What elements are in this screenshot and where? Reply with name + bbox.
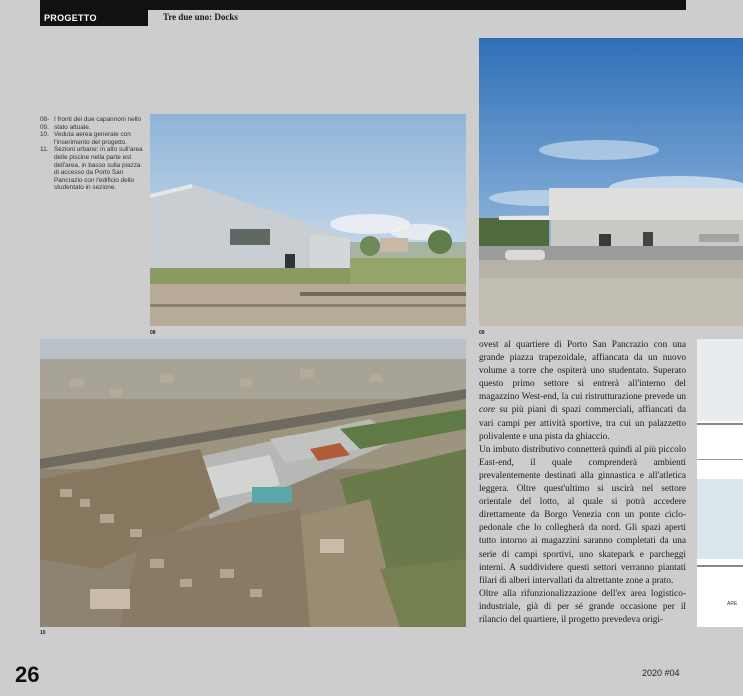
- section-tag: PROGETTO: [40, 10, 148, 26]
- paragraph-3: Oltre alla rifunzionalizzazione dell'ex area logistico-industriale, già di per sé grande occasione per il rilancio del quartiere, il progetto prevedeva origi-: [479, 588, 686, 625]
- paragraph-2: Un imbuto distributivo connetterà quindi al più piccolo East-end, il quale comprenderà ambienti prevalentemente destinati alla ginnastica e all'atletica leggera. Oltre quest'ultimo si uscirà nel settore orientale del lotto, al quale si potrà accedere direttamente da Borgo Venezia con un ponte ciclo-pedonale che lo collegherà da nord. Gli spazi aperti tutto intorno ai magazzini saranno completati da una serie di campi sportivi, uno skatepark e parcheggi interni. A suddividere questi settori verranno piantati filari di alberi intervallati da altrettante zone a prato.: [479, 444, 686, 586]
- page-number: 26: [15, 662, 40, 687]
- warehouse-side-illustration: [479, 38, 743, 326]
- section-label: ARE: [727, 601, 738, 607]
- aerial-view-illustration: [40, 339, 466, 627]
- figure-number-09: 09: [479, 330, 485, 336]
- photo-08-warehouse-front: [150, 114, 466, 326]
- figure-number-10: 10: [40, 630, 46, 636]
- figure-number-08: 08: [150, 330, 156, 336]
- photo-10-aerial-view: [40, 339, 466, 627]
- warehouse-illustration: [150, 114, 466, 326]
- caption-08-09: 08-09. I fronti dei due capannoni nello stato attuale.: [40, 116, 142, 131]
- article-body: [479, 339, 686, 627]
- figure-captions: [40, 116, 144, 192]
- photo-09-warehouse-side: [479, 38, 743, 326]
- caption-11: 11. Sezioni urbane: in alto sull'area delle piscine nella parte est dell'area, in basso sulla piazza di accesso da Porto San Pancrazio con l'edificio dello studentato in sezione.: [40, 146, 143, 192]
- issue-label: 2020 #04: [642, 668, 680, 678]
- urban-section-drawing: [697, 339, 743, 627]
- caption-10: 10. Veduta aerea generale con l'inserimento del progetto.: [40, 131, 131, 146]
- running-title: Tre due uno: Docks: [163, 12, 238, 22]
- header-bar: [40, 0, 686, 10]
- section-drawing-11: [697, 339, 743, 627]
- paragraph-1: ovest al quartiere di Porto San Pancrazio con una grande piazza trapezoidale, affiancata da un nuovo volume a torre che ospiterà uno studentato. Superato questo primo settore si entrerà all'interno del magazzino West-end, la cui ristrutturazione prevede un core su più piani di spazi commerciali, affiancati da vari campi per attività sportive, tra cui un palazzetto polivalente e una pista da ghiaccio.: [479, 340, 686, 442]
